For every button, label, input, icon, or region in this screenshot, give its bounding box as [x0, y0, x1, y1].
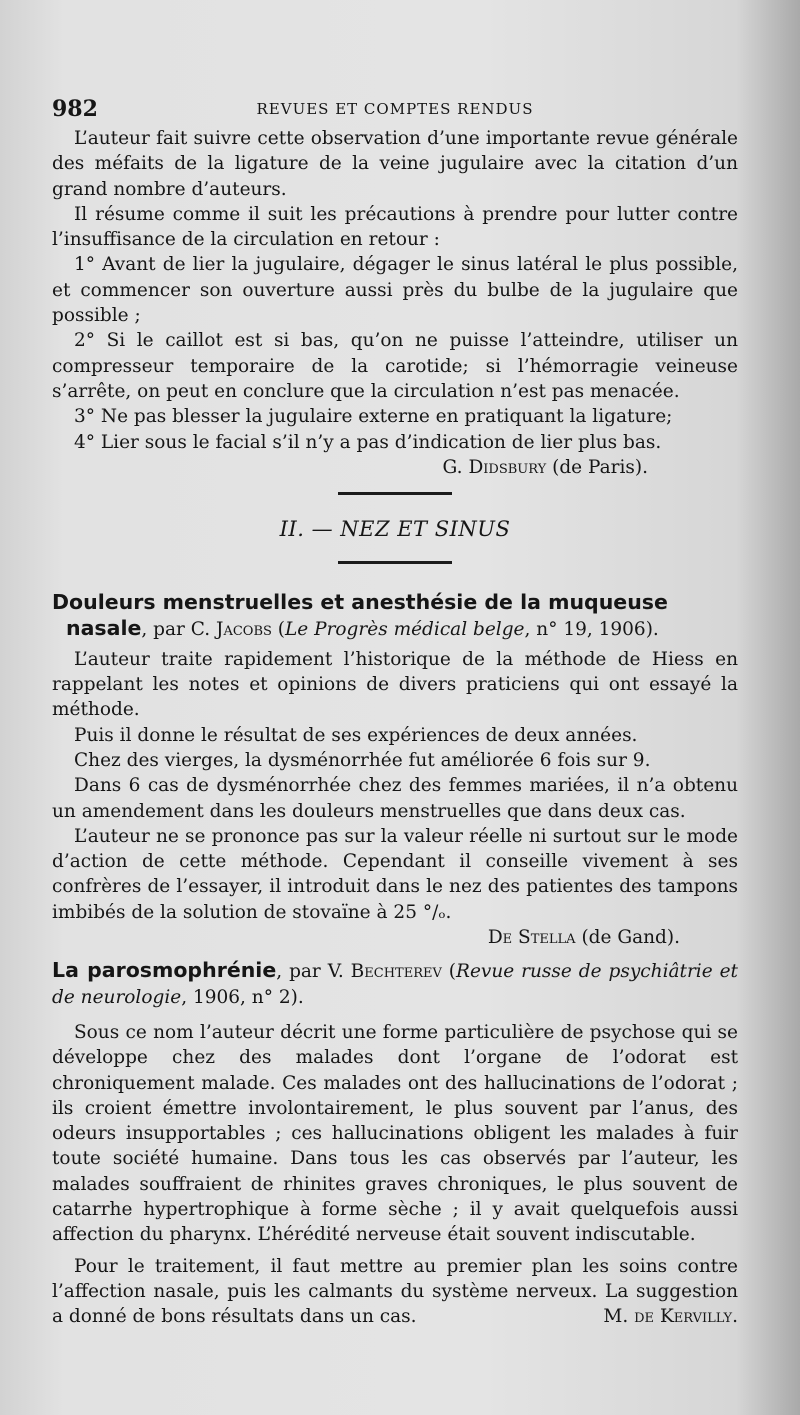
article-heading: [52, 590, 738, 643]
paragraph: Sous ce nom l’auteur décrit une forme particulière de psychose qui se développe chez des malades dont l’organe de l’odorat est chroniquement malade. Ces malades ont des hallucinations de l’odorat ; ils croient émettre involontairement, le plus souvent par l’anus, des odeurs insupportables ; ces hallucinations obligent les malades à fuir toute société humaine. Dans tous les cas observés par l’auteur, les malades souffraient de rhinites graves chroniques, le plus souvent de catarrhe hypertrophique à forme sèche ; il y avait quelquefois aussi affection du pharynx. L’hérédité nerveuse était souvent indiscutable.: [52, 1021, 738, 1246]
paragraph: L’auteur traite rapidement l’historique de la méthode de Hiess en rappelant les notes et opinions de divers praticiens qui ont essayé la méthode.: [52, 648, 738, 721]
first-review: [52, 126, 738, 480]
signature: G. Didsbury (de Paris).: [442, 456, 648, 478]
signature: M. de Kervilly.: [603, 1306, 738, 1328]
page-number: 982: [52, 96, 98, 122]
article-title-line: La parosmophrénie, par V. Bechterev (Revue russe de psychiâtrie et de neurologie, 1906, n° 2).: [52, 958, 738, 1008]
paragraph: Il résume comme il suit les précautions à prendre pour lutter contre l’insuffisance de la circulation en retour :: [52, 203, 738, 251]
signature: De Stella (de Gand).: [487, 927, 680, 949]
paragraph: Chez des vierges, la dysménorrhée fut améliorée 6 fois sur 9.: [74, 749, 651, 771]
article-title-line: Douleurs menstruelles et anesthésie de la muqueuse: [52, 590, 668, 615]
article-heading: [52, 958, 738, 1010]
article-body: [52, 1014, 738, 1330]
paragraph: [52, 1254, 738, 1330]
paragraph: Dans 6 cas de dysménorrhée chez des femmes mariées, il n’a obtenu un amendement dans les douleurs menstruelles que dans deux cas.: [52, 775, 738, 822]
paragraph: Puis il donne le résultat de ses expériences de deux années.: [74, 724, 638, 746]
list-item: 3° Ne pas blesser la jugulaire externe en pratiquant la ligature;: [74, 406, 673, 428]
article-body: [52, 647, 738, 951]
section-rule-top: [338, 492, 452, 495]
running-title: REVUES ET COMPTES RENDUS: [256, 100, 534, 118]
section-rule-bottom: [338, 561, 452, 564]
article-title-line: nasale, par C. Jacobs (Le Progrès médical belge, n° 19, 1906).: [66, 616, 659, 641]
paragraph: L’auteur fait suivre cette observation d’une importante revue générale des méfaits de la ligature de la veine jugulaire avec la citation d’un grand nombre d’auteurs.: [52, 128, 738, 200]
paragraph: L’auteur ne se prononce pas sur la valeur réelle ni surtout sur le mode d’action de cette méthode. Cependant il conseille vivement à ses confrères de l’essayer, il introduit dans le nez des patientes des tampons imbibés de la solution de stovaïne à 25 °/ₒ.: [52, 825, 738, 923]
list-item: 2° Si le caillot est si bas, qu’on ne puisse l’atteindre, utiliser un compresseur temporaire de la carotide; si l’hémorragie veineuse s’arrête, on peut en conclure que la circulation n’est pas menacée.: [52, 330, 738, 402]
list-item: 1° Avant de lier la jugulaire, dégager le sinus latéral le plus possible, et commencer son ouverture aussi près du bulbe de la jugulaire que possible ;: [52, 254, 738, 327]
running-header: [52, 92, 738, 126]
page-content: [52, 92, 738, 1329]
list-item: 4° Lier sous le facial s’il n’y a pas d’indication de lier plus bas.: [74, 431, 662, 453]
paragraph-text: Pour le traitement, il faut mettre au premier plan les soins contre l’affection nasale, puis les calmants du système nerveux. La suggestion a donné de bons résultats dans un cas.: [52, 1255, 738, 1328]
section-title: II. — NEZ ET SINUS: [279, 517, 511, 542]
